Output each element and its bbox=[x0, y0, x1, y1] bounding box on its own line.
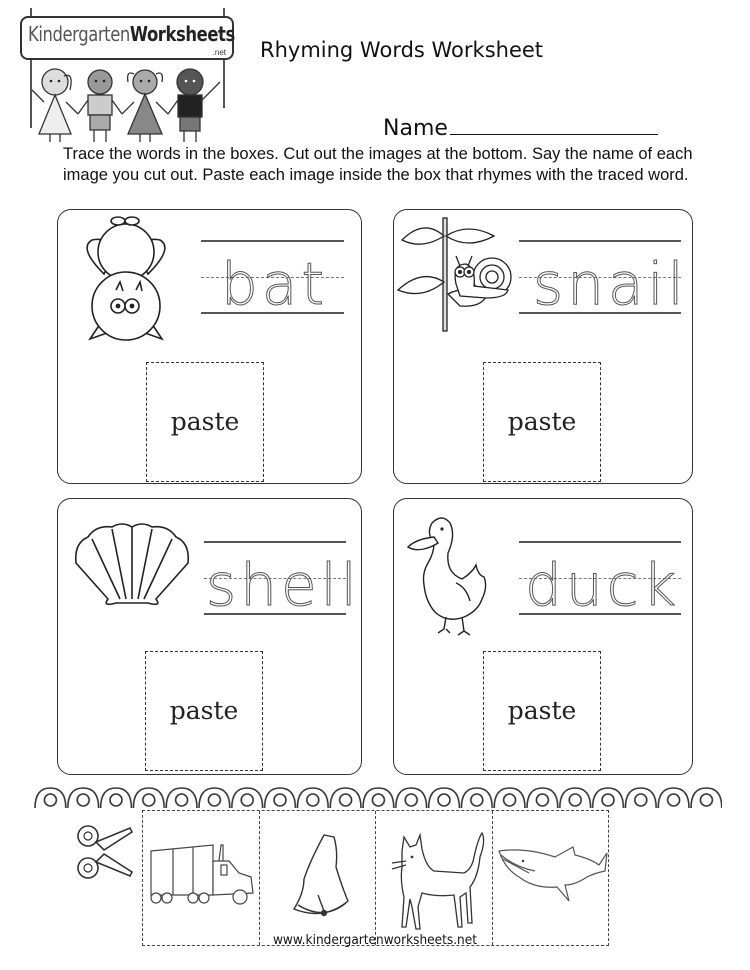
trace-word: duck bbox=[525, 551, 681, 619]
logo-text: KindergartenWorksheets bbox=[28, 22, 235, 46]
trace-lines-shell[interactable] bbox=[204, 541, 361, 619]
logo-suffix: .net bbox=[212, 48, 226, 57]
shell-icon bbox=[72, 523, 190, 613]
paste-box-snail[interactable] bbox=[483, 362, 601, 482]
truck-icon bbox=[147, 839, 257, 909]
name-blank-line[interactable] bbox=[450, 114, 658, 135]
rhyme-card-duck bbox=[393, 498, 693, 775]
cutout-cat[interactable] bbox=[376, 811, 493, 945]
bell-icon bbox=[284, 831, 354, 923]
rhyme-card-shell bbox=[57, 498, 362, 775]
paste-box-shell[interactable] bbox=[145, 651, 263, 771]
trace-lines-duck[interactable] bbox=[519, 541, 681, 619]
instructions-text: Trace the words in the boxes. Cut out the images at the bottom. Say the name of each image you cut out. Paste each image inside the box that rhymes with the traced word. bbox=[63, 145, 693, 184]
snail-icon bbox=[396, 214, 521, 334]
paste-label: paste bbox=[169, 695, 239, 725]
trace-word: snail bbox=[533, 250, 688, 318]
cutout-strip bbox=[142, 810, 609, 946]
footer-url[interactable]: www.kindergartenworksheets.net bbox=[272, 932, 478, 948]
trace-top-line bbox=[519, 541, 681, 543]
paste-label: paste bbox=[170, 406, 240, 436]
paste-box-bat[interactable] bbox=[146, 362, 264, 482]
trace-word: shell bbox=[206, 551, 361, 619]
bat-icon bbox=[76, 214, 176, 349]
rhyme-card-snail bbox=[393, 209, 693, 484]
cutout-bell[interactable] bbox=[260, 811, 377, 945]
trace-top-line bbox=[204, 541, 346, 543]
trace-lines-snail[interactable] bbox=[519, 240, 688, 318]
cutout-whale[interactable] bbox=[493, 811, 609, 945]
trace-lines-bat[interactable] bbox=[201, 240, 344, 318]
cutout-truck[interactable] bbox=[143, 811, 260, 945]
kids-holding-hands-icon bbox=[30, 62, 230, 144]
whale-icon bbox=[495, 839, 609, 909]
page-title: Rhyming Words Worksheet bbox=[260, 38, 544, 62]
rhyme-card-bat bbox=[57, 209, 362, 484]
duck-icon bbox=[406, 513, 506, 638]
trace-top-line bbox=[201, 240, 344, 242]
paste-label: paste bbox=[507, 695, 577, 725]
name-field[interactable] bbox=[383, 114, 658, 141]
scallop-cut-line bbox=[34, 784, 722, 810]
cat-icon bbox=[382, 827, 492, 937]
paste-box-duck[interactable] bbox=[483, 651, 601, 771]
trace-word: bat bbox=[221, 250, 329, 318]
trace-top-line bbox=[519, 240, 681, 242]
scissors-icon bbox=[74, 822, 134, 884]
site-logo bbox=[20, 16, 234, 60]
name-label: Name bbox=[383, 116, 448, 141]
paste-label: paste bbox=[507, 406, 577, 436]
